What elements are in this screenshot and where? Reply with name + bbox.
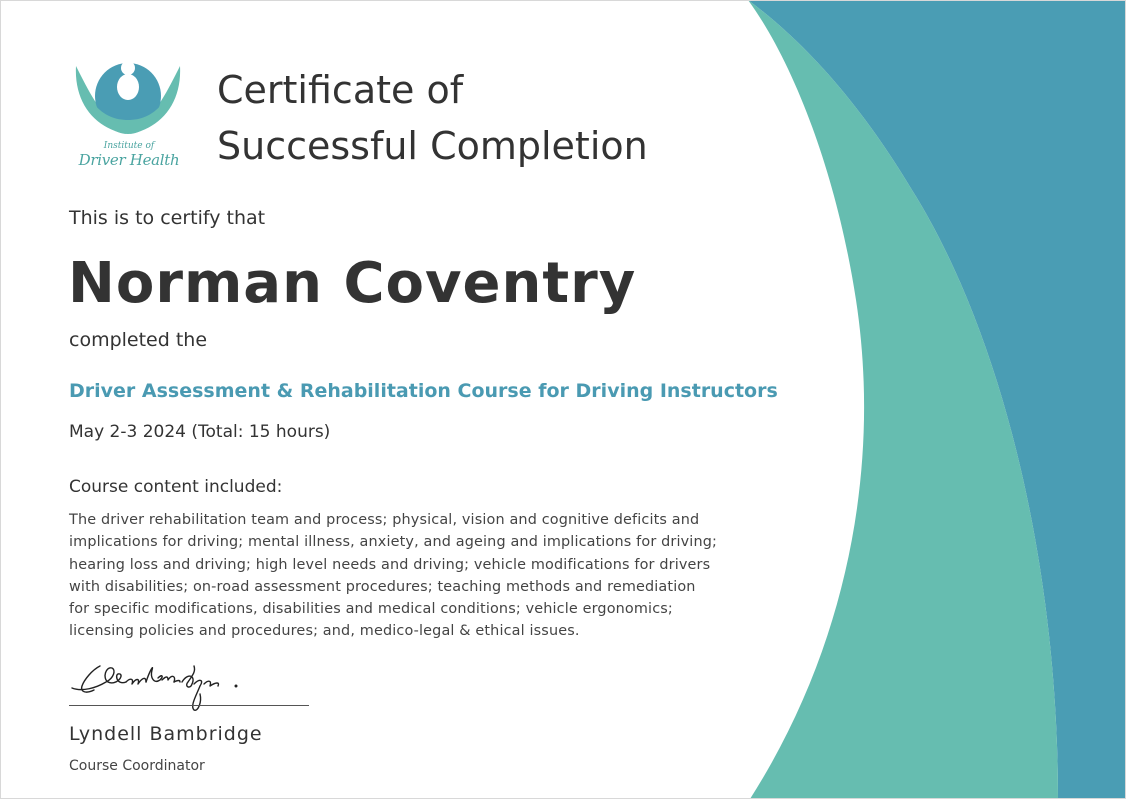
signatory-role: Course Coordinator bbox=[69, 758, 205, 774]
course-content-line: for specific modifications, disabilities and medical conditions; vehicle ergonomics; bbox=[69, 601, 673, 618]
certificate-title bbox=[217, 62, 648, 174]
logo-text-line2: Driver Health bbox=[78, 151, 180, 169]
completed-text: completed the bbox=[69, 329, 208, 351]
recipient-name: Norman Coventry bbox=[68, 251, 637, 316]
course-content-line: The driver rehabilitation team and process; physical, vision and cognitive deficits and bbox=[69, 512, 700, 528]
title-line1: Certificate of bbox=[217, 68, 464, 112]
course-content-body bbox=[69, 509, 769, 643]
course-content-line: licensing policies and procedures; and, medico-legal & ethical issues. bbox=[69, 623, 580, 640]
logo-text-line1: Institute of bbox=[103, 141, 155, 151]
course-content-line: implications for driving; mental illness, anxiety, and ageing and implications for driving; bbox=[69, 534, 717, 551]
course-dates: May 2-3 2024 (Total: 15 hours) bbox=[69, 422, 331, 442]
course-content-line: with disabilities; on-road assessment procedures; teaching methods and remediation bbox=[69, 578, 696, 595]
course-content-heading: Course content included: bbox=[69, 477, 283, 497]
signature-line bbox=[69, 705, 309, 706]
signature-icon bbox=[70, 656, 260, 718]
course-content-line: hearing loss and driving; high level needs and driving; vehicle modifications for drivers bbox=[69, 556, 711, 573]
title-line2: Successful Completion bbox=[217, 124, 648, 168]
certify-text: This is to certify that bbox=[69, 207, 266, 229]
course-name: Driver Assessment & Rehabilitation Course for Driving Instructors bbox=[69, 380, 778, 402]
signatory-name: Lyndell Bambridge bbox=[69, 723, 263, 745]
